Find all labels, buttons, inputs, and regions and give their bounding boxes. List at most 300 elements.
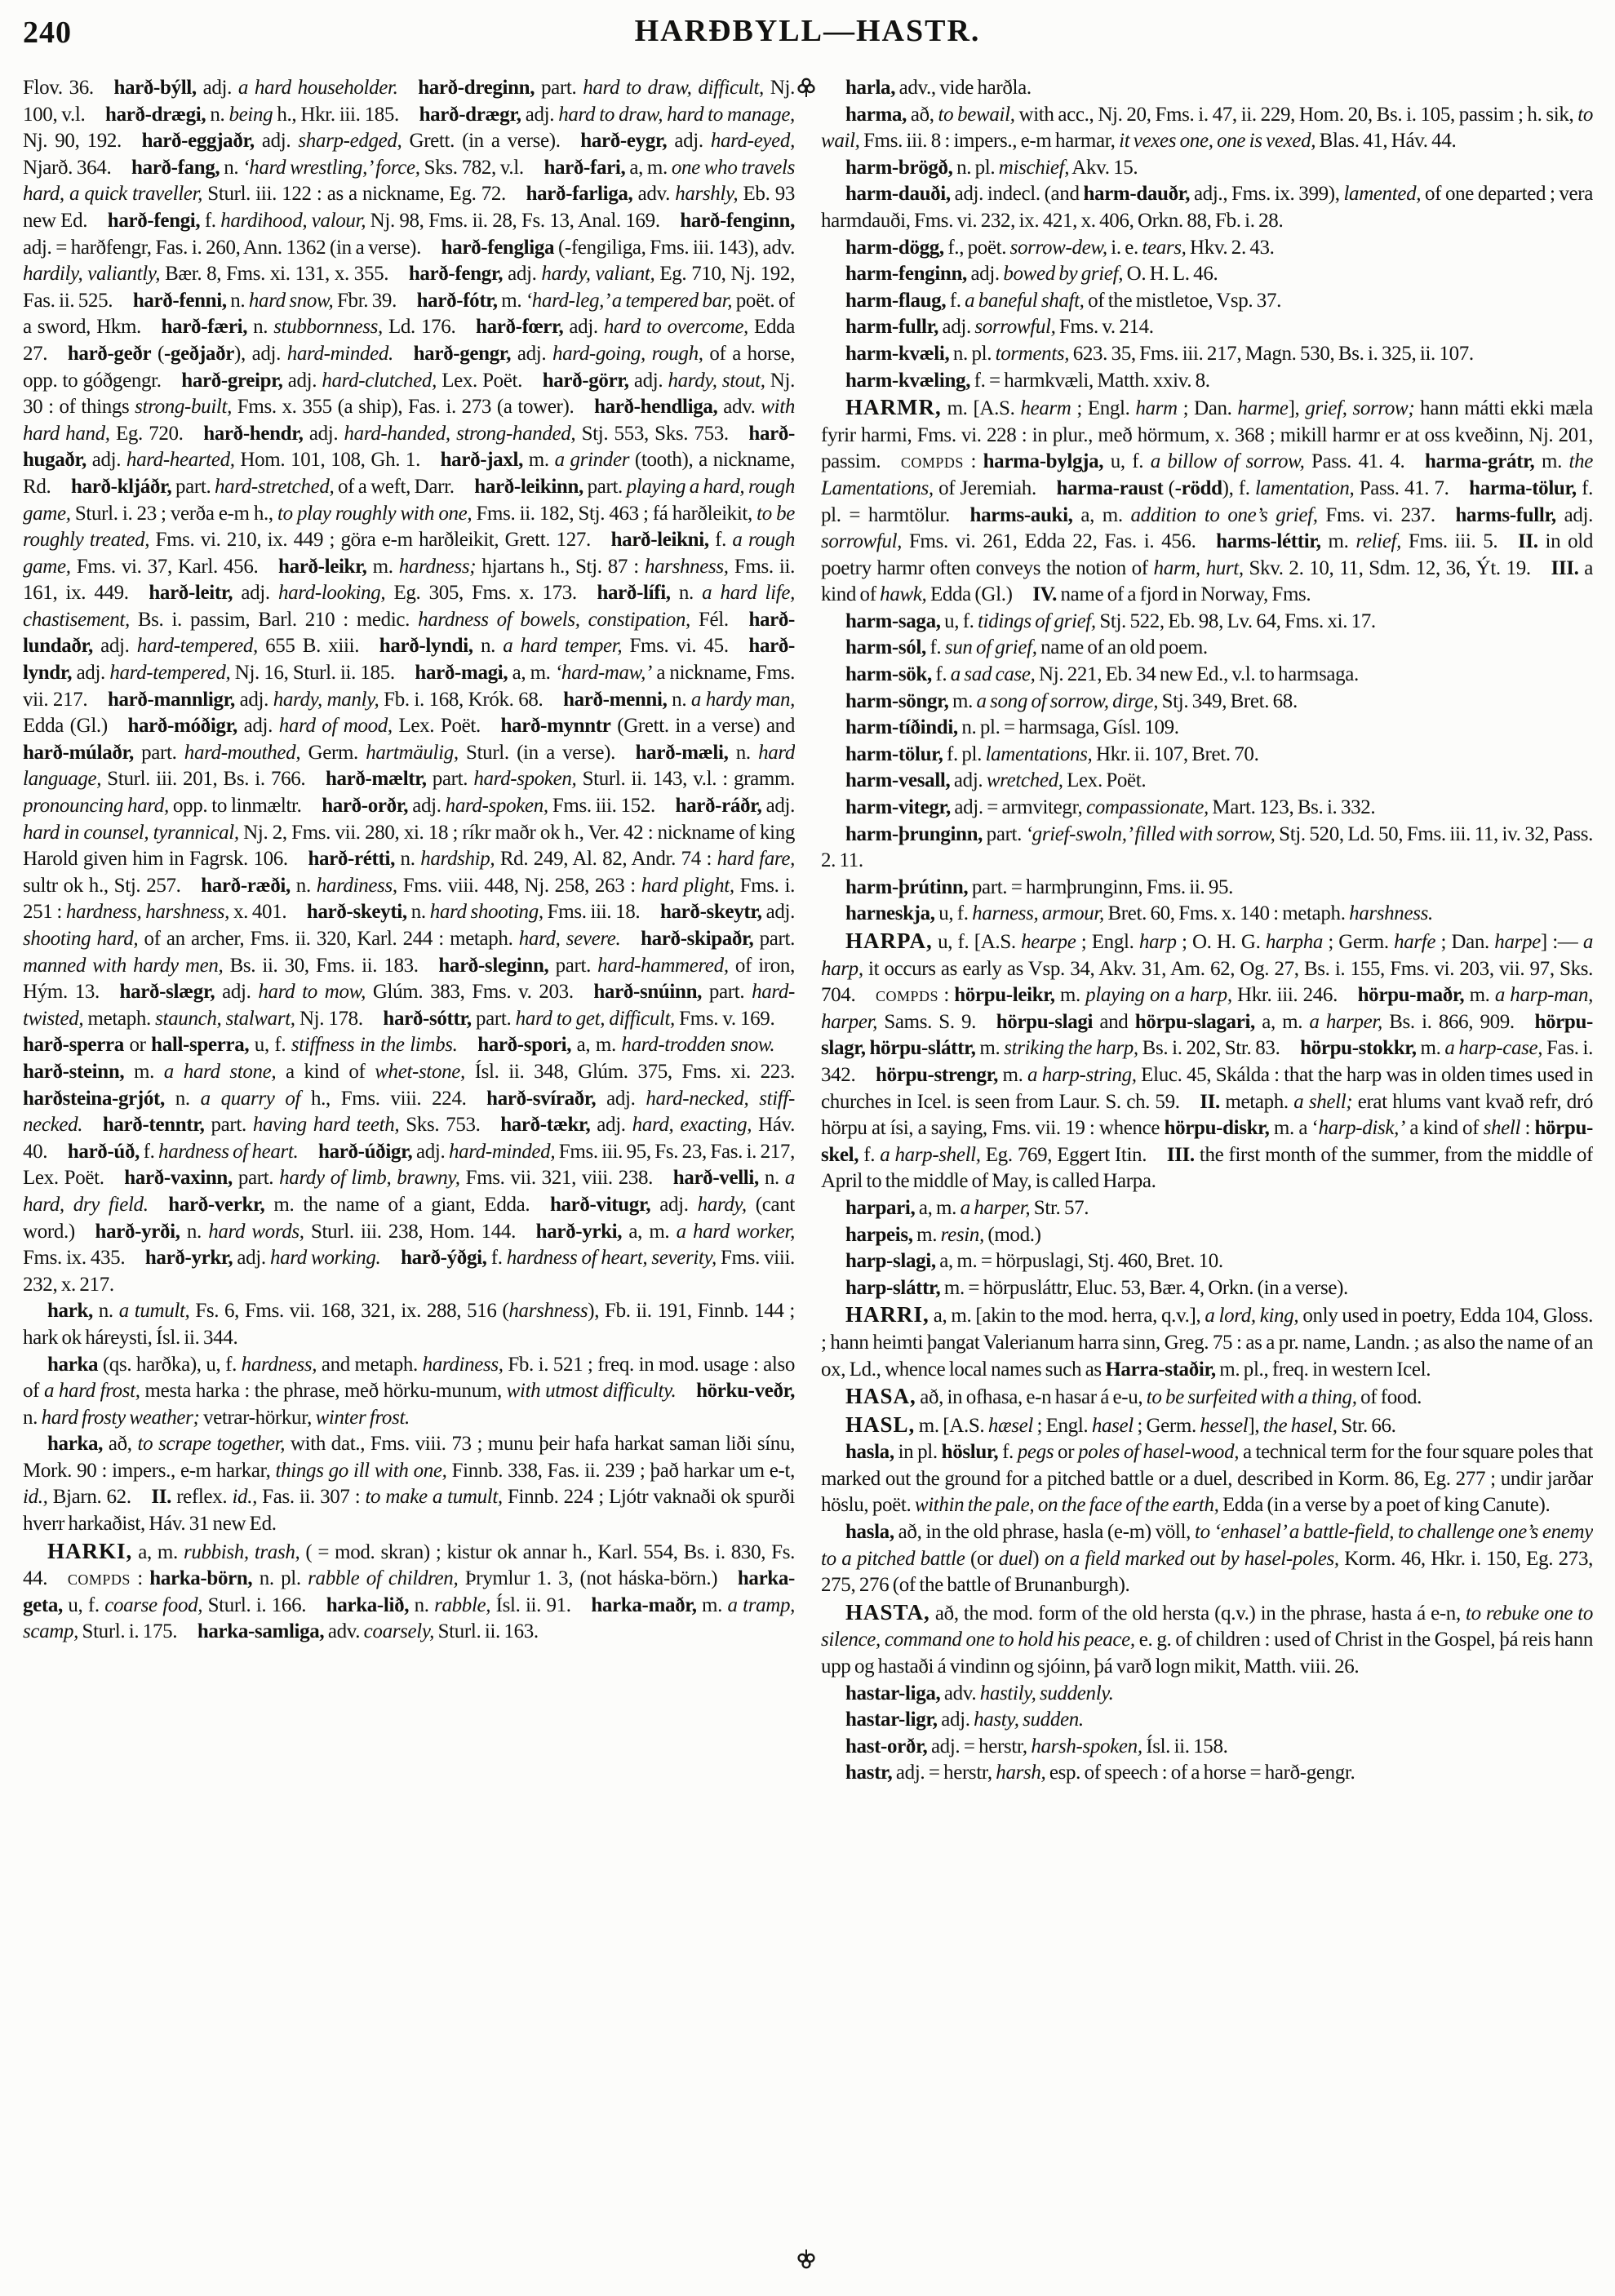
headword: hörpu-skel, (821, 1117, 1593, 1166)
text-run (398, 77, 419, 99)
text-run: harm, hurt, (1153, 556, 1244, 579)
headword: II. (151, 1486, 172, 1509)
text-run: n. (164, 1087, 201, 1110)
text-run: hann mátti ekki mæla fyrir harmi, Fms. vi. 228 : in plur., með hörmum, x. 368 ; mikill harmr er at oss kveðinn, Nj. 201, passim. (821, 397, 1593, 473)
text-run: hard, severe. (518, 928, 621, 950)
text-run: a, m. = hörpuslagi, Stj. 460, Bret. 10. (935, 1250, 1223, 1273)
text-run: a, m. [akin to the mod. herra, q.v.], (929, 1305, 1205, 1328)
text-run: harp (1138, 931, 1177, 953)
dictionary-paragraph (821, 75, 1593, 102)
dictionary-paragraph (821, 288, 1593, 315)
text-run: adj. (511, 342, 552, 365)
trefoil-ornament-icon (796, 78, 816, 97)
text-run: hardness; (398, 555, 477, 578)
text-run: one who travels hard, a quick traveller, (23, 156, 795, 206)
headword: hörpu-slagr, hörpu-sláttr, (821, 1010, 1593, 1060)
text-run: resin, (940, 1223, 984, 1246)
text-run: Finnb. 224 ; Ljótr vaknaði ok spurði hverr harkaðist, Háv. 31 new Ed. (23, 1486, 795, 1536)
text-run: a technical term for the four square poles that marked out the ground for a pitched battle or a duel, described in Korm. 86, Eg. 277 ; undir jarðar höslu, poët. (821, 1441, 1593, 1517)
text-run: u, f. (940, 609, 978, 632)
text-run: compds (876, 984, 939, 1007)
text-run: part. = harmþrunginn, Fms. ii. 95. (968, 875, 1234, 898)
text-run: Sks. 753. (399, 1114, 501, 1137)
text-run: Fs. 6, Fms. vii. 168, 321, ix. 288, 516 ( (189, 1300, 509, 1323)
headword: harneskja, (845, 902, 935, 925)
text-run: ; Dan. (1177, 397, 1238, 420)
text-run: hessel (1200, 1414, 1249, 1437)
headword: harð-jaxl, (440, 449, 523, 472)
text-run: Eg. 305, Fms. x. 173. (385, 582, 597, 605)
text-run: u, f. (934, 902, 973, 925)
text-run: harshness. (1349, 902, 1433, 925)
text-run: a, m. (571, 1034, 622, 1057)
text-run: hard-necked, stiff-necked. (23, 1087, 795, 1137)
text-run: ), adj. (233, 342, 287, 365)
text-run: (or (965, 1547, 999, 1570)
text-run: adj. (72, 662, 110, 685)
text-run: Eg. 769, Eggert Itin. (980, 1143, 1167, 1166)
headword: harpari, (845, 1196, 916, 1219)
dictionary-paragraph (23, 1538, 795, 1646)
text-run: m. (1416, 1037, 1445, 1060)
text-run: Ísl. ii. 348, Glúm. 375, Fms. xi. 223. (464, 1060, 795, 1083)
text-run: n. (667, 688, 691, 711)
text-run: hard frosty weather; (41, 1406, 200, 1429)
headword: harm-vitegr, (845, 796, 951, 819)
headword: harm-dögg, (845, 236, 944, 259)
text-run: hard-tempered, (136, 635, 258, 658)
text-run: hardness of heart, severity, (506, 1247, 717, 1270)
text-run: it occurs as early as Vsp. 34, Akv. 31, Am. 62, Og. 27, Bs. i. 155, Fms. vi. 203, vii. 97, Sks. 704. (821, 957, 1593, 1007)
text-run (620, 928, 641, 950)
text-run: Bs. ii. 30, Fms. ii. 183. (223, 954, 439, 977)
text-run: f. (998, 1441, 1018, 1464)
text-run: : (130, 1567, 150, 1590)
text-run: ‘hard wrestling,’ force, (242, 156, 420, 179)
text-run: id., (23, 1486, 48, 1509)
headword: harð-ýðgi, (401, 1247, 487, 1270)
headword: harð-fengi, (107, 209, 201, 232)
text-run: hardness, harshness, (65, 901, 230, 924)
text-run: hæsel (987, 1414, 1034, 1437)
text-run: being (228, 103, 273, 126)
text-run (393, 343, 414, 365)
dictionary-paragraph (821, 1439, 1593, 1519)
text-run: in old poetry harmr often conveys the notion of (821, 530, 1593, 579)
headword: harma, (845, 103, 907, 126)
text-run: harfe (1394, 931, 1436, 953)
text-run: (-fengiliga, Fms. iii. 143), adv. (554, 236, 795, 259)
text-run: hard to mow, (258, 981, 366, 1004)
text-run: Hkr. ii. 107, Bret. 70. (1092, 742, 1259, 765)
headword: HARMR, (845, 395, 942, 420)
text-run: Nj. 221, Eb. 34 new Ed., v.l. to harmsaga. (1035, 663, 1359, 686)
headword: harð-mynntr (500, 715, 611, 738)
text-run: adj. (234, 688, 273, 711)
headword: II. (1200, 1090, 1220, 1113)
headword: harð-steinn, (23, 1060, 125, 1083)
headword: harm-kvæling, (845, 369, 971, 392)
dictionary-paragraph (821, 1248, 1593, 1275)
text-run: a grinder (554, 449, 630, 472)
headword: harð-mæli, (635, 741, 729, 764)
text-run (82, 1114, 103, 1136)
text-run: things go ill with one, (275, 1459, 447, 1482)
headword: harma-tölur, (1469, 476, 1577, 499)
dictionary-paragraph (821, 314, 1593, 341)
text-run: m. = hörpusláttr, Eluc. 53, Bær. 4, Orkn. (in a verse). (940, 1276, 1348, 1299)
dictionary-paragraph (821, 1301, 1593, 1383)
dictionary-paragraph (821, 928, 1593, 1195)
headword: harka-börn, (149, 1567, 253, 1590)
headword: harð-gengr, (413, 342, 512, 365)
headword: harka-maðr, (591, 1593, 697, 1616)
text-run: e. g. of children : used of Christ in the Gospel, þá reis hann upp og hastaði á vindinn og sjóinn, þá varð logn mikit, Matth. viii. 26. (821, 1629, 1593, 1678)
text-run: to make a tumult, (365, 1486, 503, 1509)
text-run: duel (998, 1547, 1033, 1570)
headword: hall-sperra, (151, 1034, 250, 1057)
text-run: Mart. 123, Bs. i. 332. (1208, 796, 1376, 819)
text-run: rubbish, trash, (183, 1540, 300, 1563)
text-run: m. (1054, 984, 1086, 1007)
text-run: winter frost. (315, 1406, 410, 1429)
text-run: f. (140, 1140, 159, 1163)
text-run: að, in ofhasa, e-n hasar á e-u, (916, 1386, 1147, 1409)
headword: hast-orðr, (845, 1735, 928, 1757)
text-run: : (963, 450, 983, 473)
dictionary-paragraph (821, 875, 1593, 902)
text-run: ], (1248, 1414, 1263, 1437)
text-run: Str. 57. (1030, 1196, 1089, 1219)
text-run: : (938, 984, 955, 1007)
text-run: Stj. 349, Bret. 68. (1158, 689, 1298, 712)
text-run: lamentation, (1254, 476, 1355, 499)
text-run: Eg. 720. (109, 422, 204, 445)
headword: harp-slagi, (845, 1250, 936, 1273)
text-run: a hard frost, (43, 1380, 140, 1403)
text-run: n. (758, 1167, 785, 1190)
text-run: part. (171, 475, 215, 498)
text-run: Stj. 520, Ld. 50, Fms. iii. 11, iv. 32, Pass. 2. 11. (821, 822, 1593, 872)
text-run: u, f. [A.S. (932, 931, 1022, 953)
headword: IV. (1032, 583, 1057, 606)
text-run: h., Hkr. iii. 185. (273, 103, 419, 126)
text-run: bowed by grief, (1003, 263, 1124, 286)
text-run: to bewail, (938, 103, 1015, 126)
text-run: hawk, (880, 583, 927, 606)
text-run: adj. (590, 1114, 632, 1137)
headword: harð-slægr, (119, 981, 215, 1004)
headword: hörpu-strengr, (876, 1063, 998, 1086)
text-run: to be roughly treated, (23, 502, 795, 552)
text-run: m. a ‘ (1269, 1117, 1319, 1140)
text-run: reflex. (171, 1486, 233, 1509)
text-run: hardness of heart. (158, 1140, 299, 1163)
headword: harka (47, 1353, 99, 1376)
text-run: opp. to linmæltr. (168, 795, 322, 818)
text-run: (cant word.) (23, 1193, 795, 1243)
text-run: f. (925, 636, 945, 659)
text-run: harme (1237, 397, 1289, 420)
page-number: 240 (23, 16, 72, 50)
text-run: a harper, (960, 1196, 1031, 1219)
text-run: m. (366, 555, 399, 578)
text-run: hardy, stout, (668, 369, 765, 392)
text-run: Fms. viii. 448, Nj. 258, 263 : (397, 874, 641, 897)
text-run: f. (708, 529, 733, 552)
text-run: hard working. (269, 1247, 381, 1270)
headword: HARKI, (47, 1538, 133, 1563)
text-run: a hard temper, (503, 635, 623, 658)
text-run: to scrape together, (137, 1433, 286, 1456)
text-run: Nj. 16, Sturl. ii. 185. (230, 662, 415, 685)
text-run: a hard worker, (676, 1220, 795, 1243)
text-run: ), Fb. ii. 191, Finnb. 144 ; hark ok háreysti, Ísl. ii. 344. (23, 1300, 795, 1349)
text-run: a harp-man, harper, (821, 984, 1593, 1033)
headword: harma-grátr, (1425, 450, 1535, 473)
text-run: Fms. i. 251 : (23, 874, 795, 924)
text-run: metaph. (83, 1007, 156, 1030)
headword: harð-fengr, (408, 263, 504, 286)
headword: harm-dauðr, (1083, 183, 1191, 206)
text-run: a kind of (276, 1060, 375, 1083)
text-run: hard-trodden snow. (621, 1034, 775, 1057)
text-run: poles of hasel-wood, (1078, 1441, 1240, 1464)
text-run: harsh-spoken, (1031, 1735, 1142, 1757)
text-run: a billow of sorrow, (1150, 450, 1305, 473)
text-run: of the mistletoe, Vsp. 37. (1084, 289, 1281, 312)
headword: harm-brögð, (845, 156, 953, 179)
text-run: mischief, (998, 156, 1070, 179)
text-run: hardy, valiant, (541, 263, 655, 286)
text-run: Fms. viii. 232, x. 217. (23, 1247, 795, 1296)
text-run: a harper, (1309, 1010, 1382, 1033)
text-run: n. pl. = harmsaga, Gísl. 109. (957, 716, 1179, 739)
text-run: m. (522, 449, 555, 472)
headword: harð-múlaðr, (23, 741, 134, 764)
text-run: metaph. (1219, 1090, 1294, 1113)
text-run: ], (1288, 397, 1306, 420)
text-run: hardship, (420, 848, 495, 871)
text-run: Sks. 782, v.l. (419, 156, 544, 179)
text-run: Edda 27. (23, 316, 795, 365)
text-run: adj. = herstr, (927, 1735, 1032, 1757)
text-run: hard-tempered, (109, 662, 231, 685)
text-run: adj. (215, 981, 259, 1004)
dictionary-paragraph (23, 1431, 795, 1537)
text-run: hasty, sudden. (974, 1709, 1084, 1731)
text-run: hardiness, (422, 1353, 504, 1376)
text-run: ‘hard-maw,’ (554, 662, 652, 685)
headword: höslur, (941, 1441, 999, 1464)
text-run: m. (998, 1063, 1028, 1086)
text-run: part. (983, 822, 1026, 845)
text-run: Korm. 46, Hkr. i. 150, Eg. 273, 275, 276 (of the battle of Brunanburgh). (821, 1547, 1593, 1597)
headword: harð-mannligr, (107, 688, 235, 711)
text-run: Nj. 98, Fms. ii. 28, Fs. 13, Anal. 169. (366, 209, 681, 232)
dictionary-paragraph (821, 368, 1593, 395)
text-run: part. (204, 1114, 253, 1137)
text-run: a, m. (1072, 503, 1131, 526)
text-run: hard-hearted, (126, 449, 235, 472)
text-run: hard to overcome, (603, 316, 748, 339)
text-run: a, m. (622, 1220, 677, 1243)
text-run: að, in the old phrase, hasla (e-m) völl, (894, 1521, 1195, 1544)
headword: harð-sleginn, (438, 954, 549, 977)
headword: harma-bylgja, (983, 450, 1104, 473)
headword: harm-saga, (845, 609, 941, 632)
text-run: rabble, (434, 1593, 491, 1616)
text-run: hardy, (697, 1193, 747, 1216)
text-run: adj. (233, 582, 278, 605)
headword: hastar-ligr, (845, 1709, 938, 1731)
text-run: f. (486, 1247, 507, 1270)
headword: III. (1551, 556, 1579, 579)
dictionary-paragraph (821, 1760, 1593, 1787)
text-run: n. (409, 1593, 435, 1616)
headword: hörpu-slagari, (1134, 1010, 1255, 1033)
text-run: Edda (Gl.) (926, 583, 1033, 606)
text-run: m. (497, 289, 526, 312)
dictionary-paragraph (821, 662, 1593, 689)
headword: harðsteina-grjót, (23, 1087, 165, 1110)
text-run: hard-mouthed, (184, 741, 301, 764)
text-run: the Lamentations, (821, 450, 1593, 499)
dictionary-paragraph (821, 1383, 1593, 1412)
text-run: of Jeremiah. (933, 476, 1057, 499)
text-run: sorrowful, (974, 316, 1056, 339)
text-run: adj. (950, 769, 987, 792)
dictionary-paragraph (821, 235, 1593, 262)
text-run: Fb. i. 168, Krók. 68. (379, 688, 564, 711)
text-run: n. (406, 901, 430, 924)
text-run: with hard hand, (23, 396, 795, 445)
text-run: ; Engl. (1033, 1414, 1092, 1437)
text-run: Hkv. 2. 43. (1186, 236, 1275, 259)
text-run: whet-stone, (375, 1060, 465, 1083)
text-run: having hard teeth, (252, 1114, 400, 1137)
dictionary-paragraph (821, 1599, 1593, 1681)
dictionary-paragraph (821, 609, 1593, 636)
text-run (380, 1247, 401, 1269)
text-run: on a field marked out by hasel-poles, (1044, 1547, 1339, 1570)
left-column (23, 75, 795, 2283)
text-run: Hom. 101, 108, Gh. 1. (234, 449, 441, 472)
text-run: Bs. i. 866, 909. (1382, 1010, 1535, 1033)
text-run: Bær. 8, Fms. xi. 131, x. 355. (160, 263, 409, 286)
text-run: Lex. Poët. (437, 369, 543, 392)
text-run: hastily, suddenly. (979, 1682, 1114, 1704)
text-run: ), f. (1222, 476, 1255, 499)
headword: hörpu-leikr, (954, 984, 1055, 1007)
text-run: part. (702, 981, 752, 1004)
text-run: vetrar-hörkur, (199, 1406, 316, 1429)
text-run: esp. of speech : of a horse = harð-gengr. (1045, 1762, 1355, 1784)
headword: harms-fullr, (1455, 503, 1556, 526)
text-run: n. (473, 635, 504, 658)
text-run: hardiness, (316, 874, 397, 897)
text-run: a kind of (821, 556, 1593, 606)
text-run: f. (200, 209, 221, 232)
headword: harð-yrkr, (144, 1247, 233, 1270)
text-run: hard-stretched, (215, 475, 335, 498)
text-run: adj. (966, 263, 1004, 286)
text-run: Fms. iii. 8 : impers., e-m harmar, (859, 130, 1120, 153)
headword: -geðjaðr (163, 342, 234, 365)
text-run: hardily, valiantly, (23, 263, 161, 286)
text-run: ‘grief-swoln,’ filled with sorrow, (1025, 822, 1276, 845)
text-run: a harp-string, (1027, 1063, 1137, 1086)
text-run: or (1054, 1441, 1079, 1464)
headword: harm-flaug, (845, 289, 947, 312)
headword: harm-þrunginn, (845, 822, 983, 845)
dictionary-paragraph (821, 102, 1593, 155)
headword: harð-ráðr, (675, 795, 762, 818)
headword: harð-sperra (23, 1034, 124, 1057)
text-run: adv. (940, 1682, 980, 1704)
text-run: of a weft, Darr. (334, 475, 475, 498)
text-run: (mod.) (983, 1223, 1041, 1246)
text-run: striking the harp, (1004, 1037, 1138, 1060)
text-run (298, 1141, 318, 1163)
text-run: Grett. (in a verse). (402, 130, 581, 153)
text-run: name of an old poem. (1036, 636, 1208, 659)
text-run: sharp-edged, (298, 130, 402, 153)
headword: hörku-veðr, (696, 1380, 795, 1403)
text-run: m. (912, 1223, 941, 1246)
text-run: Sturl. iii. 122 : as a nickname, Eg. 72. (202, 183, 526, 206)
headword: harð-eggjaðr, (141, 130, 255, 153)
text-run: hard, exacting, (632, 1114, 752, 1137)
text-run: of an archer, Fms. ii. 320, Karl. 244 : metaph. (138, 928, 519, 950)
headword: harð-ræði, (201, 874, 291, 897)
headword: harm-dauði, (845, 183, 951, 206)
text-run: hard-minded, (448, 1140, 556, 1163)
text-run: stubbornness, (273, 316, 383, 339)
text-run: part. (548, 954, 598, 977)
text-run: Lex. Poët. (392, 715, 501, 738)
text-run: hard in counsel, tyrannical, (23, 821, 239, 844)
right-column (821, 75, 1593, 2283)
text-run: hard-looking, (277, 582, 386, 605)
text-run: a, m. (132, 1540, 184, 1563)
text-run: with utmost difficulty. (506, 1380, 677, 1403)
text-run: coarse food, (104, 1593, 203, 1616)
text-run: Fms. vi. 237. (1317, 503, 1456, 526)
text-run: it vexes one, one is vexed, (1119, 130, 1316, 153)
headword: harð-tækr, (500, 1114, 591, 1137)
text-run: adj. (503, 263, 542, 286)
text-run: m. pl., freq. in western Icel. (1215, 1358, 1431, 1381)
text-run: with dat., Fms. viii. 73 ; munu þeir hafa harkat saman liði sínu, Mork. 90 : impers., e-m harkar, (23, 1433, 795, 1482)
headword: harð-leitr, (149, 582, 233, 605)
headword: harð-fari, (544, 156, 626, 179)
headword: harm-vesall, (845, 769, 951, 792)
text-run: n. (394, 848, 421, 871)
text-run: adj., Fms. ix. 399), (1190, 183, 1344, 206)
text-run: the hasel, (1262, 1414, 1338, 1437)
headword: harð-lundaðr, (23, 608, 795, 658)
headword: harð-dreginn, (418, 77, 535, 99)
headword: III. (1166, 1143, 1195, 1166)
dictionary-paragraph (23, 1352, 795, 1432)
headword: harð-hendr, (203, 422, 304, 445)
headword: harka, (47, 1433, 104, 1456)
text-run: playing a hard, rough game, (23, 475, 795, 525)
text-run: adj. (92, 635, 137, 658)
headword: harð-svíraðr, (486, 1087, 597, 1110)
text-run: adj. (408, 795, 446, 818)
